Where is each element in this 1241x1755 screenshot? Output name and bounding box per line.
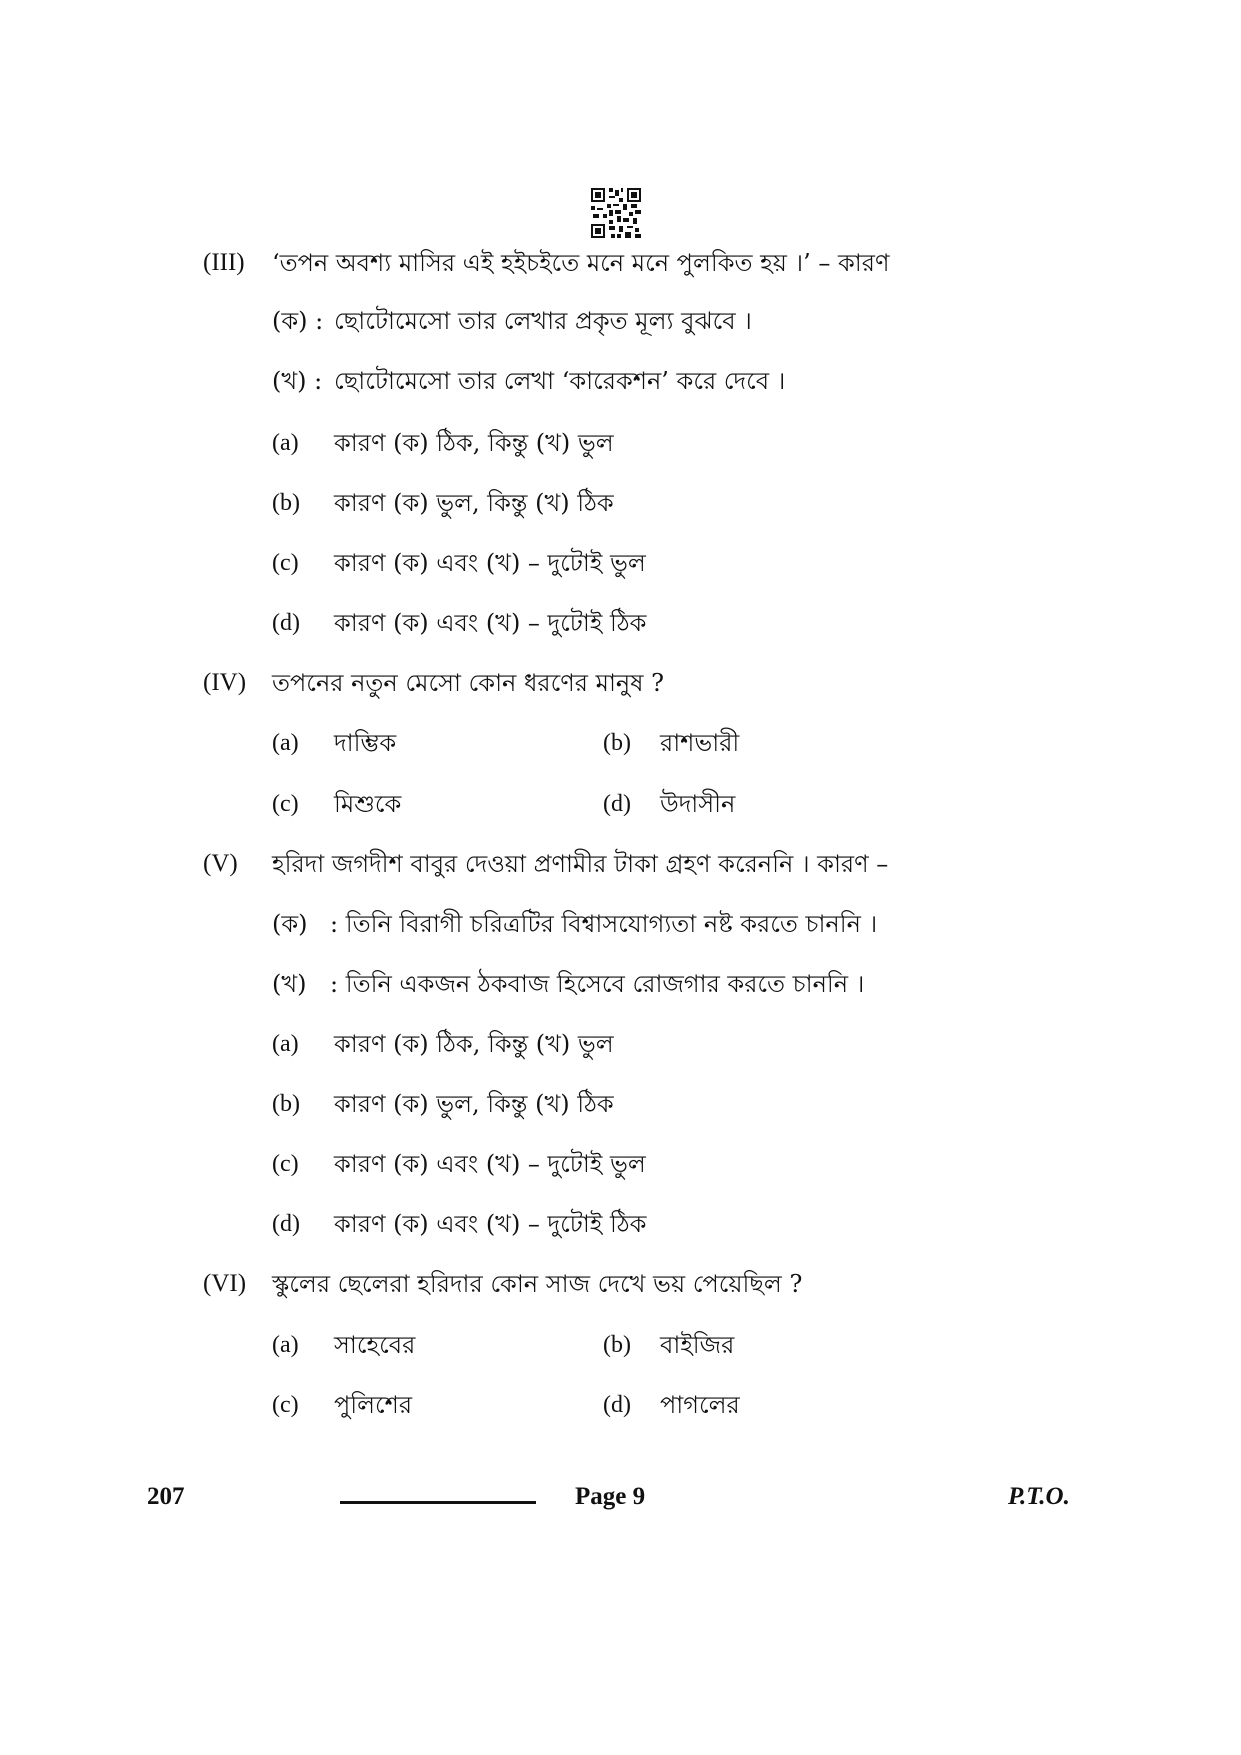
option-text: মিশুকে — [334, 790, 402, 818]
option-text: কারণ (ক) এবং (খ) – দুটোই ভুল — [334, 1150, 646, 1178]
question-text: স্কুলের ছেলেরা হরিদার কোন সাজ দেখে ভয় পেয়েছিল ? — [272, 1270, 803, 1298]
option-text: কারণ (ক) ভুল, কিন্তু (খ) ঠিক — [334, 489, 614, 517]
statement-text: : তিনি একজন ঠকবাজ হিসেবে রোজগার করতে চাননি । — [330, 970, 865, 998]
question-number: (III) — [203, 249, 245, 276]
option-label: (a) — [272, 430, 299, 456]
option-label: (a) — [272, 730, 299, 756]
option-text: কারণ (ক) ঠিক, কিন্তু (খ) ভুল — [334, 429, 614, 457]
option-label: (b) — [603, 730, 631, 756]
option-text: কারণ (ক) এবং (খ) – দুটোই ঠিক — [334, 1210, 647, 1238]
option-text: পুলিশের — [334, 1391, 413, 1419]
option-label: (d) — [272, 610, 300, 636]
option-label: (d) — [603, 791, 631, 817]
option-label: (a) — [272, 1031, 299, 1057]
option-text: কারণ (ক) এবং (খ) – দুটোই ভুল — [334, 549, 646, 577]
question-text: তপনের নতুন মেসো কোন ধরণের মানুষ ? — [272, 669, 664, 697]
option-label: (b) — [603, 1332, 631, 1358]
option-text: পাগলের — [660, 1391, 740, 1419]
option-label: (b) — [272, 1091, 300, 1117]
option-text: রাশভারী — [660, 729, 740, 757]
statement-label: (ক) — [272, 910, 308, 938]
statement-label: (খ) — [272, 970, 307, 998]
pto-label: P.T.O. — [1008, 1483, 1070, 1510]
option-label: (c) — [272, 1392, 299, 1418]
paper-code: 207 — [147, 1483, 185, 1510]
option-label: (c) — [272, 1151, 299, 1177]
option-text: কারণ (ক) ঠিক, কিন্তু (খ) ভুল — [334, 1030, 614, 1058]
option-label: (c) — [272, 550, 299, 576]
option-label: (a) — [272, 1332, 299, 1358]
option-text: কারণ (ক) এবং (খ) – দুটোই ঠিক — [334, 609, 647, 637]
statement-label: (খ) : — [272, 367, 323, 395]
statement-text: ছোটোমেসো তার লেখা ‘কারেকশন’ করে দেবে । — [334, 367, 786, 395]
page-number: Page 9 — [575, 1483, 646, 1510]
option-text: কারণ (ক) ভুল, কিন্তু (খ) ঠিক — [334, 1090, 614, 1118]
question-number: (IV) — [203, 669, 247, 696]
option-label: (d) — [272, 1211, 300, 1237]
statement-text: ছোটোমেসো তার লেখার প্রকৃত মূল্য বুঝবে । — [334, 307, 752, 335]
question-number: (VI) — [203, 1270, 247, 1297]
question-number: (V) — [203, 850, 238, 877]
option-text: বাইজির — [660, 1331, 735, 1359]
option-label: (c) — [272, 791, 299, 817]
option-text: উদাসীন — [660, 790, 736, 818]
option-label: (d) — [603, 1392, 631, 1418]
statement-text: : তিনি বিরাগী চরিত্রটির বিশ্বাসযোগ্যতা নষ্ট করতে চাননি । — [330, 910, 878, 938]
statement-label: (ক) : — [272, 307, 324, 335]
qr-code — [591, 188, 641, 238]
option-text: দাম্ভিক — [334, 729, 397, 757]
option-label: (b) — [272, 490, 300, 516]
footer-rule — [340, 1501, 536, 1504]
question-text: হরিদা জগদীশ বাবুর দেওয়া প্রণামীর টাকা গ্রহণ করেননি । কারণ – — [272, 850, 889, 878]
question-text: ‘তপন অবশ্য মাসির এই হইচইতে মনে মনে পুলকিত হয় ।’ – কারণ — [272, 249, 890, 277]
option-text: সাহেবের — [334, 1331, 416, 1359]
